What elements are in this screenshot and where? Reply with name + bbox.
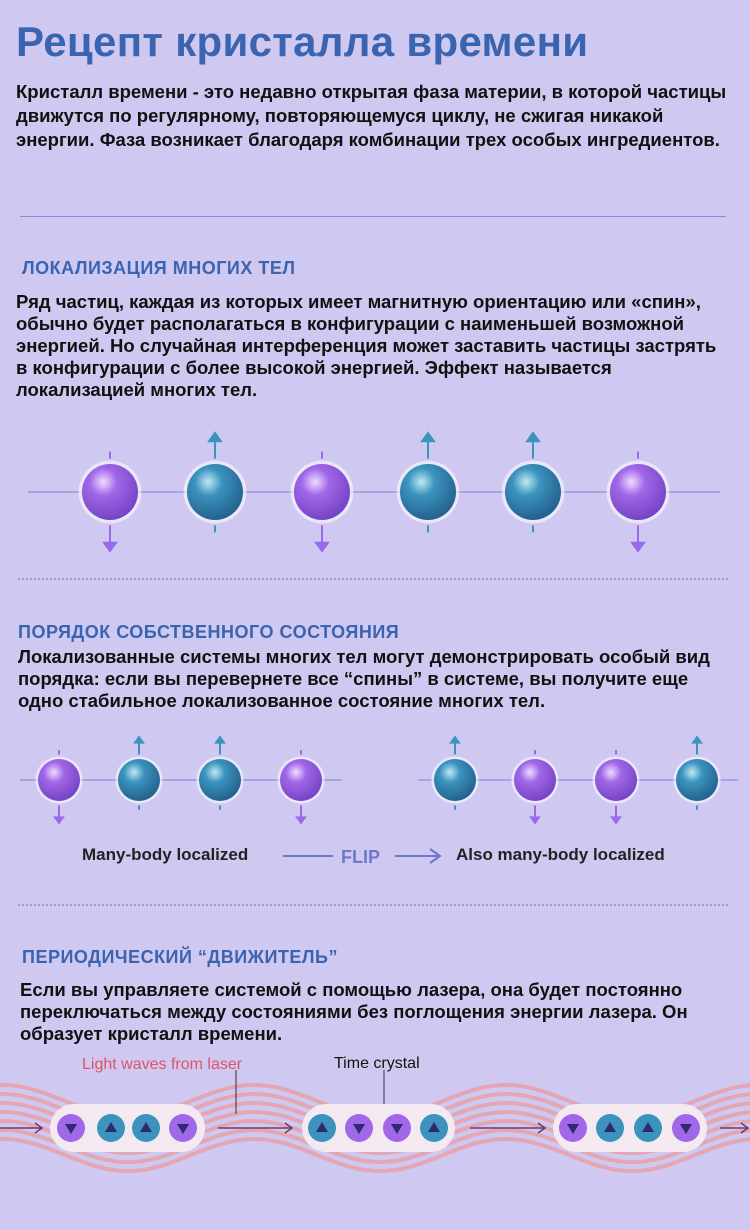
time-crystal-diagram (0, 1070, 750, 1230)
spin-up-particle (431, 735, 478, 809)
spin-down-particle (79, 452, 142, 553)
dotted-divider (18, 578, 728, 580)
flip-label: FLIP (341, 847, 380, 867)
section1-spin-chain (0, 430, 750, 560)
left-caption: Many-body localized (82, 845, 249, 864)
spin-down-sphere (514, 759, 556, 801)
arrow-down-icon (53, 816, 65, 824)
spin-up-particle (115, 735, 162, 809)
arrow-up-icon (420, 431, 436, 442)
section2-text: Локализованные системы многих тел могут демонстрировать особый вид порядка: если вы перевернете все “спины” в системе, вы получите еще одно стабильное локализованное состояние многих тел. (18, 646, 710, 711)
spin-down-particle (607, 452, 670, 553)
crystal-label: Time crystal (334, 1055, 420, 1072)
spin-down-particle (592, 750, 639, 824)
spin-up-sphere (505, 464, 561, 520)
spin-up-particle (502, 431, 565, 532)
spin-down-particle (277, 750, 324, 824)
spin-down-sphere (82, 464, 138, 520)
arrow-down-icon (314, 542, 330, 553)
spin-down-particle (511, 750, 558, 824)
arrow-up-icon (691, 735, 703, 743)
arrow-down-icon (529, 816, 541, 824)
section2-spin-chains (0, 734, 750, 830)
laser-label: Light waves from laser (82, 1056, 243, 1073)
spin-down-particle (35, 750, 82, 824)
right-caption: Also many-body localized (456, 845, 665, 864)
arrow-up-icon (525, 431, 541, 442)
arrow-down-icon (610, 816, 622, 824)
section1-text: Ряд частиц, каждая из которых имеет магнитную ориентацию или «спин», обычно будет располагаться в конфигурации с наименьшей возможной энергией. Но случайная интерференция может заставить частицы застрять в конфигурации с более высокой энергией. Эффект называется локализацией многих тел. (16, 291, 717, 400)
arrow-up-icon (449, 735, 461, 743)
spin-up-particle (673, 735, 720, 809)
spin-down-sphere (595, 759, 637, 801)
spin-down-sphere (38, 759, 80, 801)
arrow-down-icon (630, 542, 646, 553)
arrow-up-icon (133, 735, 145, 743)
dotted-divider (18, 904, 728, 906)
section1-heading: ЛОКАЛИЗАЦИЯ МНОГИХ ТЕЛ (22, 258, 296, 278)
spin-up-particle (184, 431, 247, 532)
spin-up-sphere (199, 759, 241, 801)
divider (20, 216, 726, 217)
arrow-down-icon (295, 816, 307, 824)
arrow-up-icon (214, 735, 226, 743)
page-title: Рецепт кристалла времени (16, 18, 589, 65)
spin-up-sphere (400, 464, 456, 520)
spin-down-sphere (610, 464, 666, 520)
arrow-down-icon (102, 542, 118, 553)
section2-heading: ПОРЯДОК СОБСТВЕННОГО СОСТОЯНИЯ (18, 622, 400, 642)
spin-up-particle (397, 431, 460, 532)
arrow-up-icon (207, 431, 223, 442)
spin-down-sphere (294, 464, 350, 520)
spin-up-sphere (187, 464, 243, 520)
spin-up-sphere (434, 759, 476, 801)
section3-text: Если вы управляете системой с помощью лазера, она будет постоянно переключаться между состояниями без поглощения энергии лазера. Он образует кристалл времени. (20, 979, 688, 1044)
spin-up-sphere (118, 759, 160, 801)
spin-up-sphere (676, 759, 718, 801)
intro-paragraph: Кристалл времени - это недавно открытая фаза материи, в которой частицы движутся по регулярному, повторяющемуся циклу, не сжигая никакой энергии. Фаза возникает благодаря комбинации трех особых ингредиентов. (16, 81, 727, 150)
section3-heading: ПЕРИОДИЧЕСКИЙ “ДВИЖИТЕЛЬ” (22, 947, 338, 967)
spin-up-particle (196, 735, 243, 809)
spin-down-sphere (280, 759, 322, 801)
spin-down-particle (291, 452, 354, 553)
